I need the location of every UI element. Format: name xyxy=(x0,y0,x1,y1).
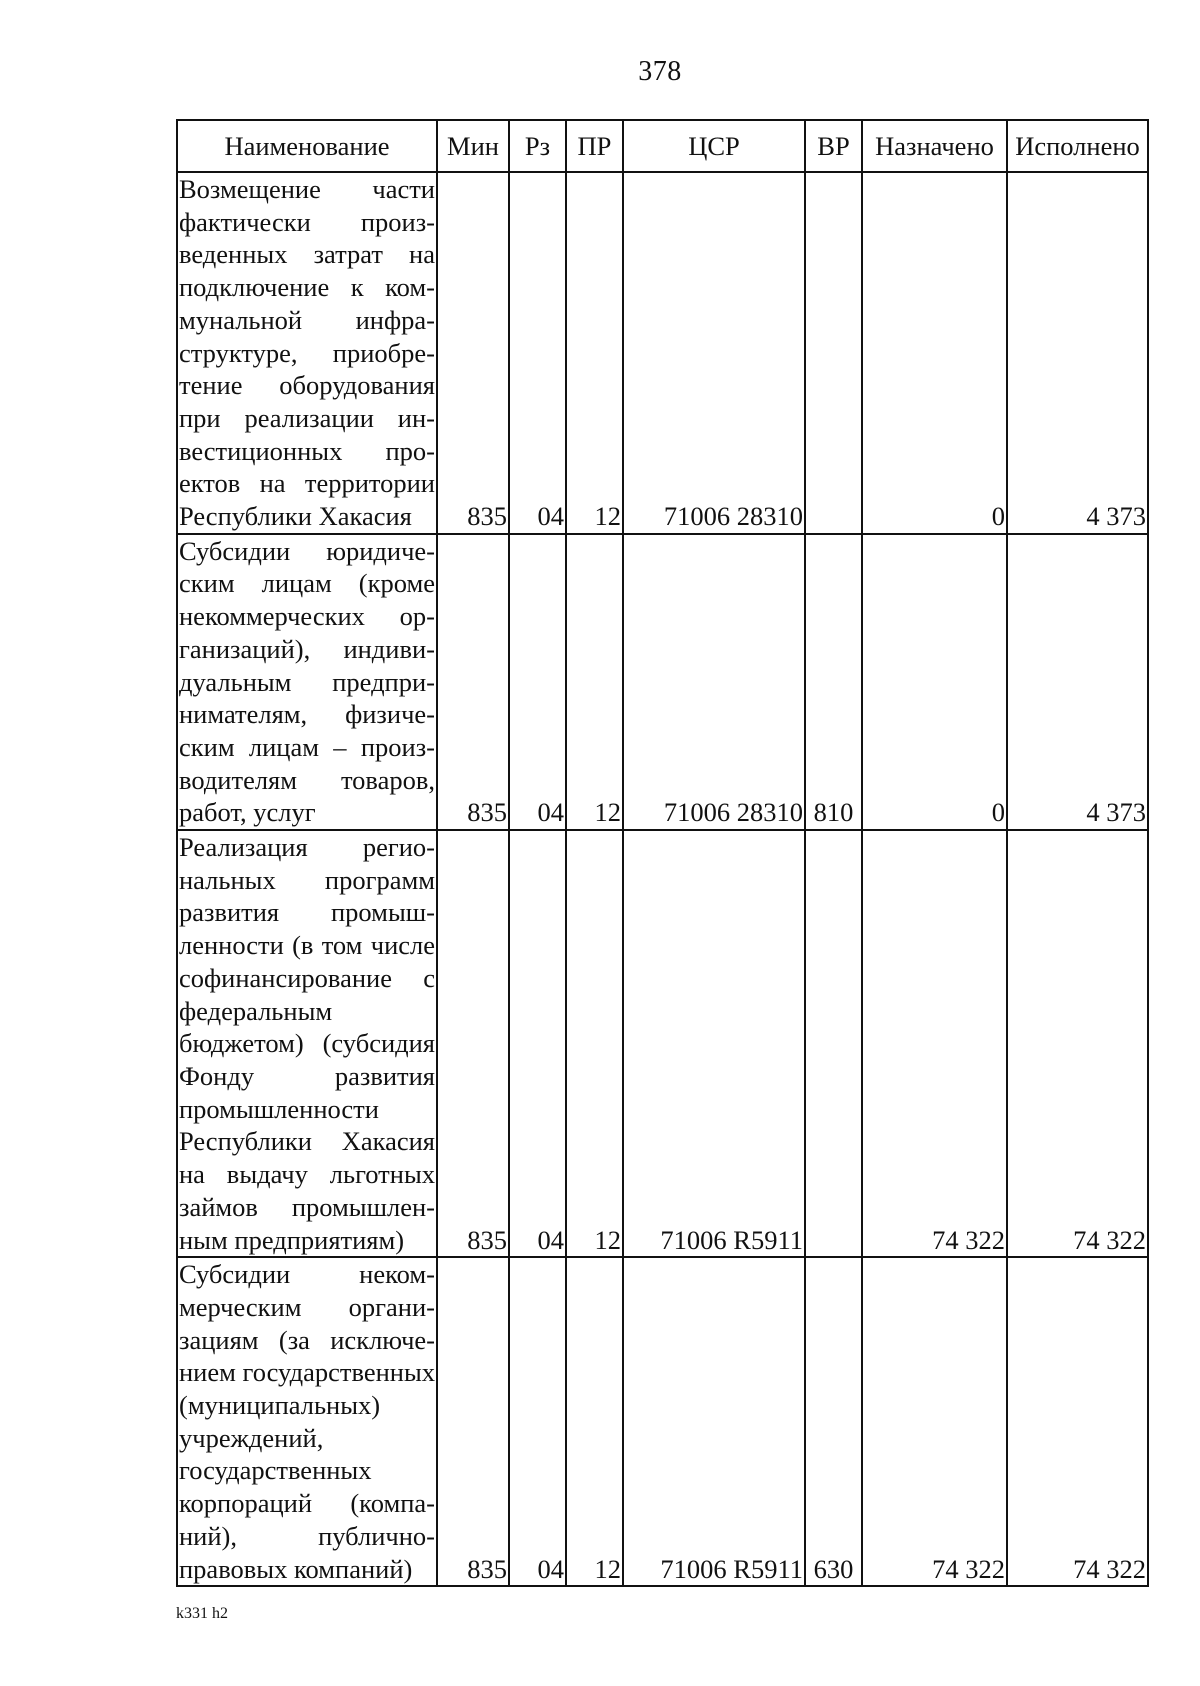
row-assigned: 74 322 xyxy=(862,830,1007,1257)
row-name: Субсидии юридическим лицам (кроме некоммерческих организаций), индивидуальным предпринимателям, физическим лицам – производителям товаров, работ, услуг xyxy=(179,535,435,828)
row-min: 835 xyxy=(437,830,509,1257)
row-name: Возмещение части фактически произведенных затрат на подключение к коммунальной инфраструктуре, приобретение оборудования при реализации инвестиционных проектов на территории Республики Хакасия xyxy=(179,174,435,532)
row-name: Субсидии некоммерческим организациям (за исключением государственных (муниципальных) учреждений, государственных корпораций (компаний), публично-правовых компаний) xyxy=(179,1259,436,1584)
table-row xyxy=(177,830,1148,1257)
row-executed: 4 373 xyxy=(1007,534,1148,830)
row-min: 835 xyxy=(437,534,509,830)
row-assigned: 0 xyxy=(862,534,1007,830)
row-min: 835 xyxy=(437,172,509,534)
row-csr: 71006 28310 xyxy=(623,534,805,830)
row-rz: 04 xyxy=(509,172,566,534)
header-pr: ПР xyxy=(566,120,623,172)
row-rz: 04 xyxy=(509,534,566,830)
header-name: Наименование xyxy=(177,120,437,172)
header-min: Мин xyxy=(437,120,509,172)
header-executed: Исполнено xyxy=(1007,120,1148,172)
header-csr: ЦСР xyxy=(623,120,805,172)
header-rz: Рз xyxy=(509,120,566,172)
row-csr: 71006 R5911 xyxy=(623,830,805,1257)
row-executed: 74 322 xyxy=(1007,1257,1148,1586)
row-vr: 630 xyxy=(805,1257,862,1586)
table-header-row xyxy=(177,120,1148,172)
row-pr: 12 xyxy=(566,1257,623,1586)
row-executed: 4 373 xyxy=(1007,172,1148,534)
row-rz: 04 xyxy=(509,1257,566,1586)
row-csr: 71006 28310 xyxy=(623,172,805,534)
row-vr xyxy=(805,172,862,534)
footer-code: k331 h2 xyxy=(176,1605,228,1622)
table-row xyxy=(177,172,1148,534)
header-vr: ВР xyxy=(805,120,862,172)
row-csr: 71006 R5911 xyxy=(623,1257,805,1586)
header-assigned: Назначено xyxy=(862,120,1007,172)
table-row xyxy=(177,1257,1148,1586)
row-vr xyxy=(805,830,862,1257)
row-pr: 12 xyxy=(566,830,623,1257)
row-vr: 810 xyxy=(805,534,862,830)
budget-table xyxy=(176,119,1149,1587)
row-min: 835 xyxy=(437,1257,509,1586)
table-row xyxy=(177,534,1148,830)
row-rz: 04 xyxy=(509,830,566,1257)
row-pr: 12 xyxy=(566,172,623,534)
row-assigned: 74 322 xyxy=(862,1257,1007,1586)
row-assigned: 0 xyxy=(862,172,1007,534)
row-pr: 12 xyxy=(566,534,623,830)
page-number: 378 xyxy=(638,56,682,87)
row-name: Реализация региональных программ развития промышленности (в том числе софинансирование с федеральным бюджетом) (субсидия Фонду развития промышленности Республики Хакасия на выдачу льготных займов промышленным предприятиям) xyxy=(179,832,435,1255)
row-executed: 74 322 xyxy=(1007,830,1148,1257)
